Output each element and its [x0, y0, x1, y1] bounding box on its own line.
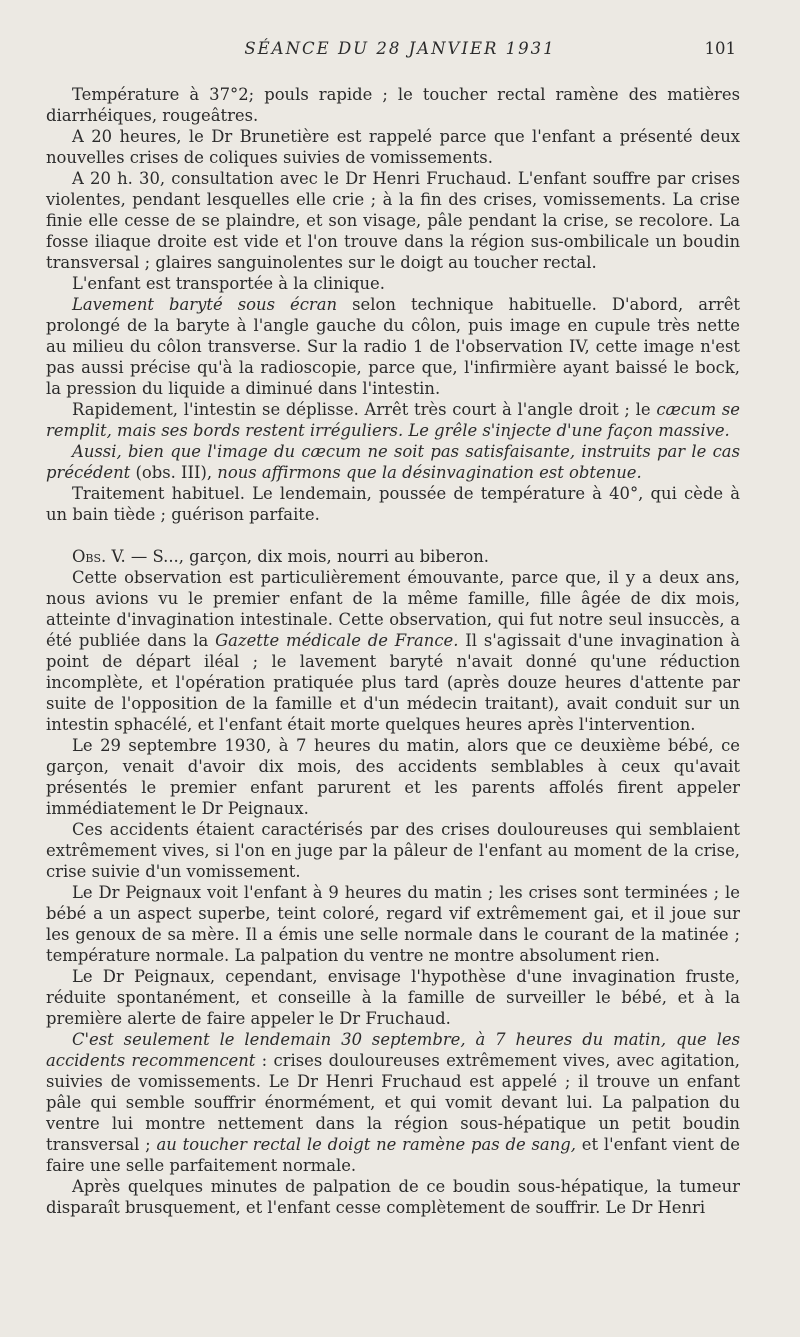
- text-run: nous affirmons que la désinvagination est obtenue.: [217, 463, 642, 482]
- paragraph: [46, 546, 740, 567]
- paragraph: [46, 273, 740, 294]
- text-run: C'est seulement le lendemain 30 septembre, à 7 heures du matin, que les accidents recommencent: [46, 1030, 740, 1070]
- paragraph: [46, 84, 740, 126]
- text-run: Après quelques minutes de palpation de ce boudin sous-hépatique, la tumeur disparaît brusquement, et l'enfant cesse complètement de souffrir. Le Dr Henri: [46, 1177, 740, 1217]
- paragraph: [46, 735, 740, 819]
- paragraph: [46, 126, 740, 168]
- text-run: A 20 h. 30, consultation avec le Dr Henri Fruchaud. L'enfant souffre par crises violentes, pendant lesquelles elle crie ; à la fin des crises, vomissements. La crise finie elle cesse de se plaindre, et son visage, pâle pendant la crise, se recolore. La fosse iliaque droite est vide et l'on trouve dans la région sus-ombilicale un boudin transversal ; glaires sanguinolentes sur le doigt au toucher rectal.: [46, 169, 740, 272]
- text-run: : crises douloureuses extrêmement vives, avec agitation, suivies de vomissements. Le Dr Henri Fruchaud est appelé ; il trouve un enfant pâle qui semble souffrir énormément, et qui vomit devant lui. La palpation du ventre lui montre nettement dans la région sous-hépatique un petit boudin transversal ;: [46, 1051, 740, 1154]
- text-run: Ces accidents étaient caractérisés par des crises douloureuses qui semblaient extrêmement vives, si l'on en juge par la pâleur de l'enfant au moment de la crise, crise suivie d'un vomissement.: [46, 820, 740, 881]
- text-run: Le Dr Peignaux, cependant, envisage l'hypothèse d'une invagination fruste, réduite spontanément, et conseille à la famille de surveiller le bébé, et à la première alerte de faire appeler le Dr Fruchaud.: [46, 967, 740, 1028]
- text-run: au toucher rectal le doigt ne ramène pas de sang,: [156, 1135, 576, 1154]
- paragraph: [46, 567, 740, 735]
- text-run: Aussi, bien que l'image du cæcum ne soit pas satisfaisante, instruits par le cas précédent: [46, 442, 740, 482]
- text-run: L'enfant est transportée à la clinique.: [72, 274, 385, 293]
- text-run: Gazette médicale de France.: [215, 631, 459, 650]
- text-run: Il s'agissait d'une invagination à point de départ iléal ; le lavement baryté n'avait donné qu'une réduction incomplète, et l'opération pratiquée plus tard (après douze heures d'attente par suite de l'opposition de la famille et d'un médecin traitant), avait conduit sur un intestin sphacélé, et l'enfant était morte quelques heures après l'intervention.: [46, 631, 741, 734]
- paragraph: [46, 294, 740, 399]
- paragraph: [46, 168, 740, 273]
- text-run: A 20 heures, le Dr Brunetière est rappelé parce que l'enfant a présenté deux nouvelles crises de coliques suivies de vomissements.: [46, 127, 740, 167]
- paragraph: [46, 483, 740, 525]
- text-run: Traitement habituel. Le lendemain, poussée de température à 40°, qui cède à un bain tiède ; guérison parfaite.: [46, 484, 740, 524]
- text-run: Le Dr Peignaux voit l'enfant à 9 heures du matin ; les crises sont terminées ; le bébé a un aspect superbe, teint coloré, regard vif extrêmement gai, et il joue sur les genoux de sa mère. Il a émis une selle normale dans le courant de la matinée ; température normale. La palpation du ventre ne montre absolument rien.: [46, 883, 740, 965]
- body-text: [46, 84, 740, 1218]
- paragraph: [46, 1176, 740, 1218]
- text-run: cæcum se remplit, mais ses bords restent irréguliers. Le grêle s'injecte d'une façon massive.: [46, 400, 740, 440]
- text-run: selon technique habituelle. D'abord, arrêt prolongé de la baryte à l'angle gauche du côlon, puis image en cupule très nette au milieu du côlon transverse. Sur la radio 1 de l'observation IV, cette image n'est pas aussi précise qu'à la radioscopie, parce que, l'infirmière ayant baissé le bock, la pression du liquide a diminué dans l'intestin.: [46, 295, 740, 398]
- running-title: SÉANCE DU 28 JANVIER 1931: [244, 39, 556, 58]
- text-run: Lavement baryté sous écran: [72, 295, 338, 314]
- page-number: 101: [704, 39, 736, 58]
- paragraph: [46, 441, 740, 483]
- text-run: Cette observation est particulièrement émouvante, parce que, il y a deux ans, nous avions vu le premier enfant de la même famille, fille âgée de dix mois, atteinte d'invagination intestinale. Cette observation, qui fut notre seul insuccès, a été publiée dans la: [46, 568, 740, 650]
- running-head: [0, 36, 800, 64]
- text-run: et l'enfant vient de faire une selle parfaitement normale.: [46, 1135, 740, 1175]
- text-run: (obs. III),: [130, 463, 218, 482]
- text-run: Rapidement, l'intestin se déplisse. Arrêt très court à l'angle droit ; le: [72, 400, 657, 419]
- paragraph: [46, 966, 740, 1029]
- paragraph: [46, 819, 740, 882]
- paragraph: [46, 882, 740, 966]
- text-run: Obs. V.: [72, 547, 126, 566]
- text-run: Le 29 septembre 1930, à 7 heures du matin, alors que ce deuxième bébé, ce garçon, venait d'avoir dix mois, des accidents semblables à ceux qu'avait présentés le premier enfant parurent et les parents affolés firent appeler immédiatement le Dr Peignaux.: [46, 736, 740, 818]
- text-run: — S..., garçon, dix mois, nourri au biberon.: [125, 547, 490, 566]
- paragraph: [46, 1029, 740, 1176]
- text-run: Température à 37°2; pouls rapide ; le toucher rectal ramène des matières diarrhéiques, rougeâtres.: [46, 85, 740, 125]
- paragraph: [46, 399, 740, 441]
